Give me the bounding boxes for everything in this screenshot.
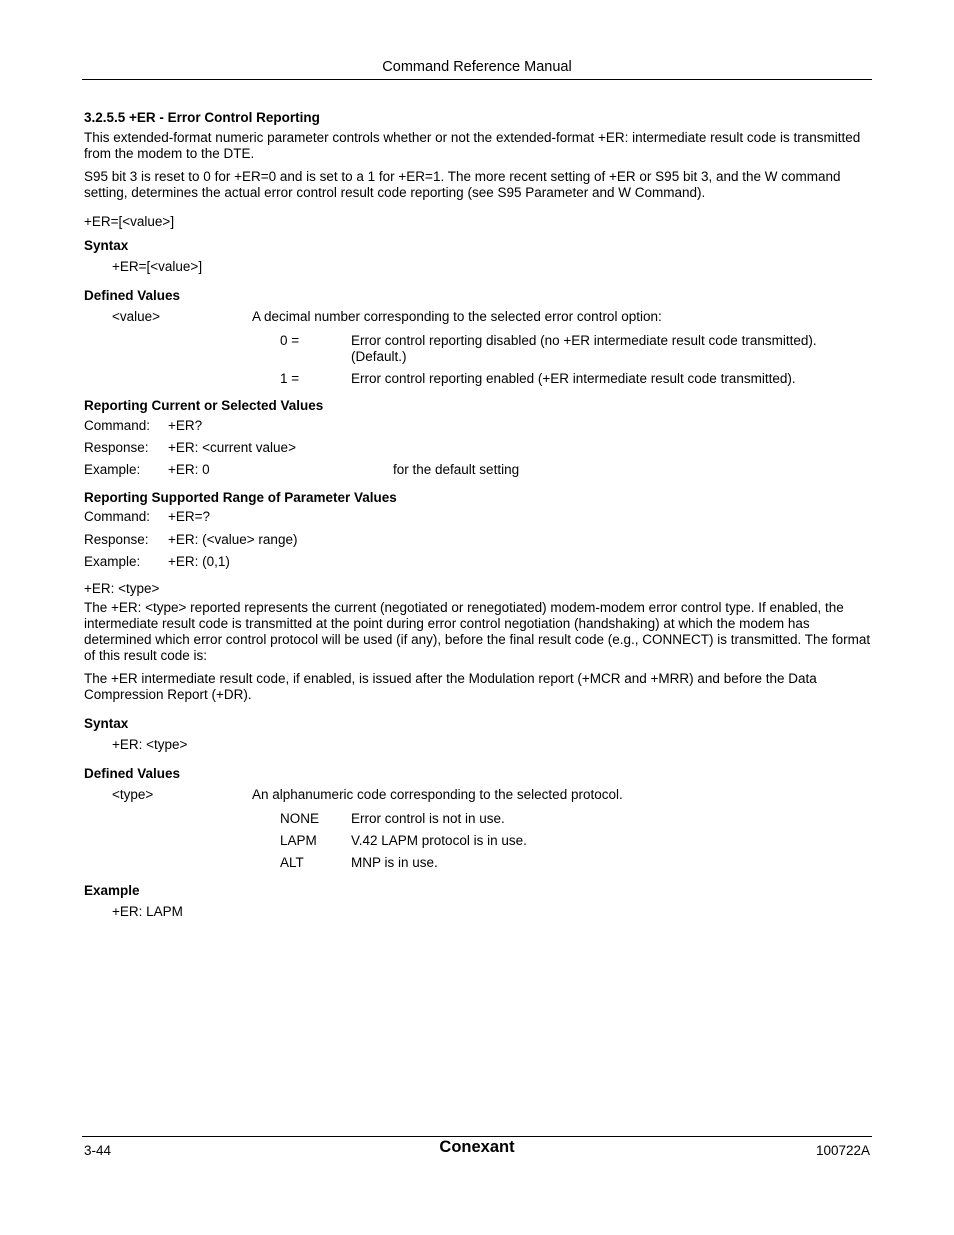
supported-command-label: Command: [84,509,151,524]
current-example-label: Example: [84,462,141,477]
type-code: LAPM [280,833,317,848]
result-syntax-heading: Syntax [84,716,129,731]
document-number: 100722A [815,1143,870,1158]
reporting-current-heading: Reporting Current or Selected Values [84,398,324,413]
result-code-paragraph-2: The +ER intermediate result code, if enabled, is issued after the Modulation report (+MCR and +MRR) and before the Data Compression Report (+DR). [84,671,817,702]
syntax-value: +ER=[<value>] [112,259,203,274]
reporting-supported-heading: Reporting Supported Range of Parameter Values [84,490,397,505]
section-heading: 3.2.5.5 +ER - Error Control Reporting [84,110,320,125]
intro-paragraph-1: This extended-format numeric parameter controls whether or not the extended-format +ER: intermediate result code is transmitted from the modem to the DTE. [84,130,861,161]
current-example-value: +ER: 0 [168,462,210,477]
supported-response-label: Response: [84,532,149,547]
defined-values-heading: Defined Values [84,288,181,303]
footer-rule [82,1136,872,1137]
option-code: 1 = [280,371,300,386]
value-term: <value> [112,309,161,324]
type-term: <type> [112,787,154,802]
type-code: NONE [280,811,320,826]
type-code-description: V.42 LAPM protocol is in use. [351,833,527,848]
result-code-title: +ER: <type> [84,581,160,596]
result-syntax-value: +ER: <type> [112,737,188,752]
page-number: 3-44 [84,1143,112,1158]
current-example-note: for the default setting [393,462,520,477]
option-description-note: (Default.) [351,349,407,364]
current-response-label: Response: [84,440,149,455]
option-code: 0 = [280,333,300,348]
result-code-paragraph-1: The +ER: <type> reported represents the current (negotiated or renegotiated) modem-modem error control type. If enabled, the intermediate result code is transmitted at the point during error control negotiation (handshaking) at which the modem has determined which error control protocol will be used (if any), before the final result code (e.g., CONNECT) is transmitted. The format of this result code is: [84,600,871,663]
running-header-title: Command Reference Manual [382,59,572,75]
option-description: Error control reporting disabled (no +ER intermediate result code transmitted). [351,333,817,348]
header-rule [82,79,872,80]
result-defined-values-heading: Defined Values [84,766,181,781]
type-code-description: Error control is not in use. [351,811,505,826]
command-form: +ER=[<value>] [84,214,175,229]
supported-example-label: Example: [84,554,141,569]
value-description: A decimal number corresponding to the selected error control option: [252,309,662,324]
footer-brand: Conexant [439,1138,515,1156]
intro-paragraph-2: S95 bit 3 is reset to 0 for +ER=0 and is set to a 1 for +ER=1. The more recent setting of +ER or S95 bit 3, and the W command setting, determines the actual error control result code reporting (see S95 Parameter and W Command). [84,169,841,200]
syntax-heading: Syntax [84,238,129,253]
current-command-value: +ER? [168,418,203,433]
type-description: An alphanumeric code corresponding to the selected protocol. [252,787,623,802]
current-command-label: Command: [84,418,151,433]
type-code-description: MNP is in use. [351,855,438,870]
supported-command-value: +ER=? [168,509,211,524]
type-code: ALT [280,855,304,870]
supported-response-value: +ER: (<value> range) [168,532,298,547]
option-description: Error control reporting enabled (+ER intermediate result code transmitted). [351,371,796,386]
example-heading: Example [84,883,140,898]
current-response-value: +ER: <current value> [168,440,296,455]
supported-example-value: +ER: (0,1) [168,554,230,569]
example-value: +ER: LAPM [112,904,183,919]
